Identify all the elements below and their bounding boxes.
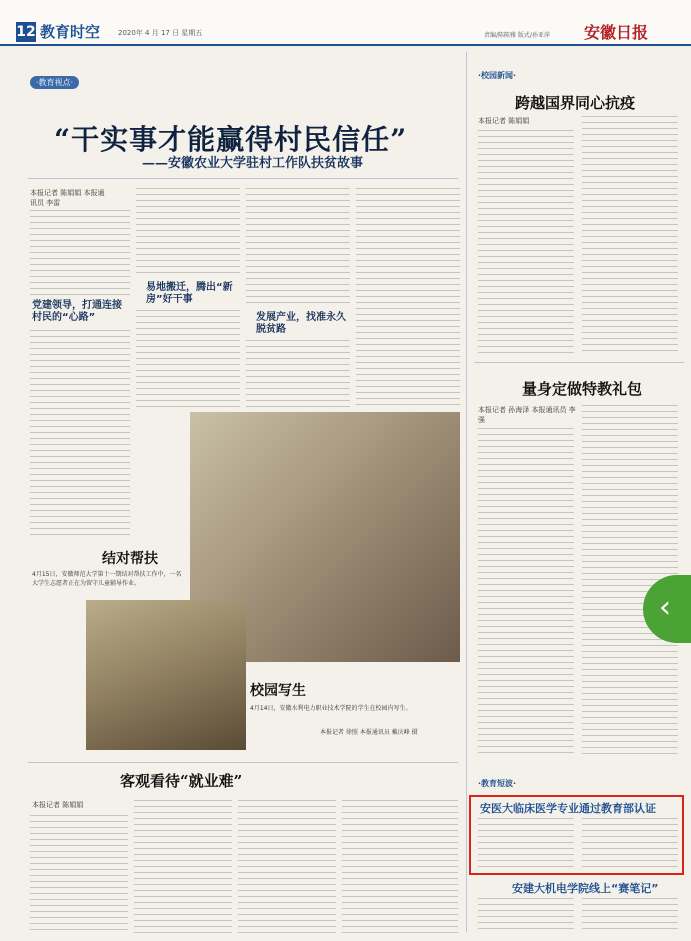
divider <box>28 762 458 763</box>
article-text-column-4 <box>356 188 460 410</box>
photo-caption-title-1: 结对帮扶 <box>102 551 158 567</box>
article1-text-column-2 <box>582 116 678 355</box>
page-number: 12 <box>16 24 36 40</box>
section-label-campus-news: ·校园新闻· <box>478 71 517 80</box>
divider <box>28 178 458 179</box>
article1-text-column-1 <box>478 130 574 355</box>
article-text-column-2b <box>136 310 240 410</box>
article-text-column-3a <box>246 188 350 308</box>
main-byline: 本报记者 陈娟娟 本报通讯员 李雷 <box>30 189 105 207</box>
article4-text-column-1 <box>478 898 574 934</box>
bottom-text-column-4 <box>342 800 458 933</box>
bottom-article-headline: 客观看待“就业难” <box>120 772 243 790</box>
photo-caption-text-1: 4月15日，安徽师范大学第十一期结对帮扶工作中，一名大学生志愿者正在为留守儿童辅导作业。 <box>32 571 182 587</box>
subhead-2: 易地搬迁，腾出“新房”好干事 <box>146 282 233 305</box>
divider <box>474 362 684 363</box>
article2-text-column-1 <box>478 428 574 758</box>
article3-headline: 安医大临床医学专业通过教育部认证 <box>480 802 656 815</box>
article-text-column-1b <box>30 330 130 540</box>
section-label-education-briefs: ·教育短波· <box>478 779 517 788</box>
bottom-text-column-3 <box>238 800 336 933</box>
article3-text-column-1 <box>478 818 574 870</box>
article-text-column-2a <box>136 188 240 278</box>
main-subheadline: ——安徽农业大学驻村工作队扶贫故事 <box>142 156 364 171</box>
sketching-photo <box>86 600 246 750</box>
article2-headline: 量身定做特教礼包 <box>522 380 643 398</box>
article-text-column-3b <box>246 340 350 410</box>
newspaper-logo: 安徽日报 <box>584 23 649 42</box>
photo-caption-title-2: 校园写生 <box>250 683 306 699</box>
bottom-text-column-2 <box>134 800 232 933</box>
photo-caption-text-2: 4月14日，安徽水利电力职业技术学院的学生在校园内写生。 <box>250 705 412 712</box>
subhead-3: 发展产业，找准永久脱贫路 <box>256 312 346 335</box>
main-headline: “干实事才能赢得村民信任” <box>54 123 408 156</box>
article1-headline: 跨越国界同心抗疫 <box>515 94 636 112</box>
article4-text-column-2 <box>582 898 678 934</box>
issue-date: 2020年 4 月 17 日 星期五 <box>118 29 203 37</box>
bottom-article-byline: 本报记者 陈娟娟 <box>32 801 84 809</box>
article2-byline: 本报记者 孙海泽 本报通讯员 李强 <box>478 406 576 424</box>
chevron-left-icon: ‹ <box>659 590 671 625</box>
photo-caption-credit-2: 本报记者 徐照 本报通讯员 戴庆峰 摄 <box>320 729 418 736</box>
section-title: 教育时空 <box>40 23 101 41</box>
article3-text-column-2 <box>582 818 678 870</box>
subhead-1: 党建领导，打通连接村民的“心路” <box>32 300 122 323</box>
article1-byline: 本报记者 陈娟娟 <box>478 117 530 125</box>
article4-headline: 安建大机电学院线上“赛笔记” <box>512 882 659 895</box>
editor-credits: 责编/陈陈雅 版式/孙亚萍 <box>484 32 550 39</box>
kicker-tag: ·教育视点· <box>30 70 79 89</box>
column-divider <box>466 52 467 932</box>
article-text-column-1a <box>30 210 130 295</box>
bottom-text-column-1 <box>30 815 128 933</box>
